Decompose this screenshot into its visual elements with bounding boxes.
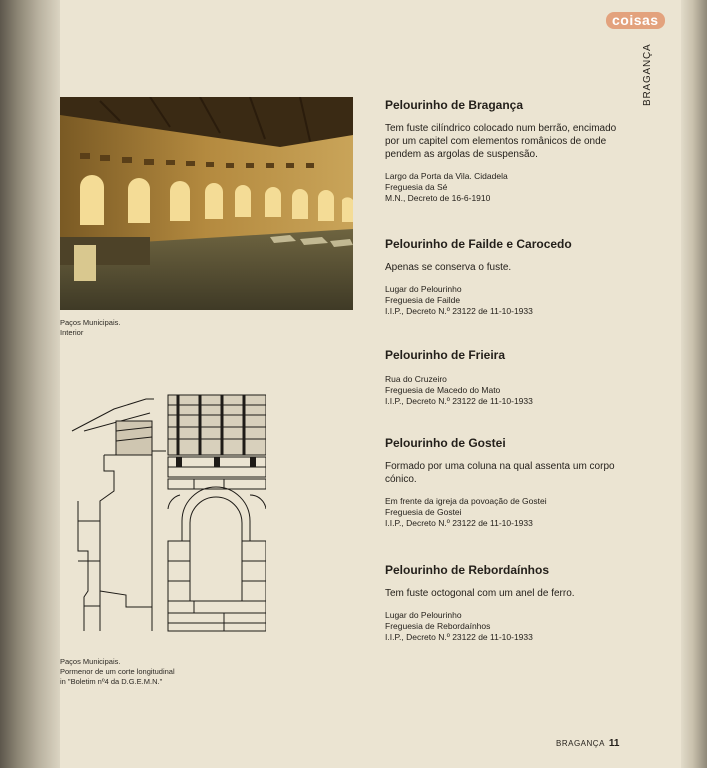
drawing-caption bbox=[60, 657, 175, 687]
description-line: cónico. bbox=[385, 474, 417, 485]
drawing-caption-line: Pormenor de um corte longitudinal bbox=[60, 667, 175, 676]
longitudinal-section-drawing bbox=[64, 391, 266, 635]
section-tab: BRAGANÇA bbox=[642, 43, 653, 106]
drawing-caption-line: Paços Municipais. bbox=[60, 657, 121, 666]
entry-frieira bbox=[385, 348, 625, 407]
entry-title: Pelourinho de Gostei bbox=[385, 436, 506, 450]
entry-title: Pelourinho de Bragança bbox=[385, 98, 524, 112]
meta-line: Freguesia da Sé bbox=[385, 182, 448, 192]
book-gutter-shadow bbox=[0, 0, 60, 768]
photo-caption bbox=[60, 318, 120, 338]
entry-description bbox=[385, 587, 625, 600]
footer-section: BRAGANÇA bbox=[556, 739, 605, 748]
meta-line: Freguesia de Failde bbox=[385, 295, 461, 305]
description-line: Apenas se conserva o fuste. bbox=[385, 262, 512, 273]
meta-line: Lugar do Pelourinho bbox=[385, 284, 462, 294]
description-line: por um capitel com elementos românicos de onde bbox=[385, 136, 607, 147]
entry-meta bbox=[385, 610, 625, 643]
entry-description bbox=[385, 122, 625, 161]
drawing-caption-line: in "Boletim nº4 da D.G.E.M.N." bbox=[60, 677, 163, 686]
entry-title: Pelourinho de Frieira bbox=[385, 348, 506, 362]
arcade-hall-illustration bbox=[60, 97, 353, 310]
description-line: Formado por uma coluna na qual assenta um corpo bbox=[385, 461, 615, 472]
meta-line: I.I.P., Decreto N.º 23122 de 11-10-1933 bbox=[385, 518, 533, 528]
meta-line: Largo da Porta da Vila. Cidadela bbox=[385, 171, 508, 181]
meta-line: M.N., Decreto de 16-6-1910 bbox=[385, 193, 491, 203]
entry-title: Pelourinho de Failde e Carocedo bbox=[385, 237, 572, 251]
photo-caption-line: Interior bbox=[60, 328, 84, 337]
page-edge bbox=[681, 0, 707, 768]
description-line: Tem fuste cilíndrico colocado num berrão, encimado bbox=[385, 123, 617, 134]
page-number: 11 bbox=[608, 738, 620, 749]
meta-line: Em frente da igreja da povoação de Gostei bbox=[385, 496, 547, 506]
entry-meta bbox=[385, 284, 625, 317]
meta-line: Lugar do Pelourinho bbox=[385, 610, 462, 620]
entry-failde bbox=[385, 237, 625, 317]
entry-meta bbox=[385, 496, 625, 529]
description-line: pendem as argolas de suspensão. bbox=[385, 149, 538, 160]
entry-meta bbox=[385, 374, 625, 407]
meta-line: I.I.P., Decreto N.º 23122 de 11-10-1933 bbox=[385, 306, 533, 316]
entry-gostei bbox=[385, 436, 625, 529]
description-line: Tem fuste octogonal com um anel de ferro. bbox=[385, 588, 575, 599]
brand-logo: coisas bbox=[606, 12, 665, 29]
entry-meta bbox=[385, 171, 625, 204]
page-footer bbox=[556, 733, 619, 751]
entry-title: Pelourinho de Rebordaínhos bbox=[385, 563, 550, 577]
meta-line: Freguesia de Gostei bbox=[385, 507, 462, 517]
meta-line: Freguesia de Rebordaínhos bbox=[385, 621, 491, 631]
interior-photo bbox=[60, 97, 353, 310]
meta-line: Rua do Cruzeiro bbox=[385, 374, 447, 384]
meta-line: I.I.P., Decreto N.º 23122 de 11-10-1933 bbox=[385, 632, 533, 642]
entry-description bbox=[385, 460, 625, 486]
photo-caption-line: Paços Municipais. bbox=[60, 318, 121, 327]
meta-line: I.I.P., Decreto N.º 23122 de 11-10-1933 bbox=[385, 396, 533, 406]
entry-braganca bbox=[385, 98, 625, 204]
entry-rebordainhos bbox=[385, 563, 625, 643]
meta-line: Freguesia de Macedo do Mato bbox=[385, 385, 501, 395]
entry-description bbox=[385, 261, 625, 274]
